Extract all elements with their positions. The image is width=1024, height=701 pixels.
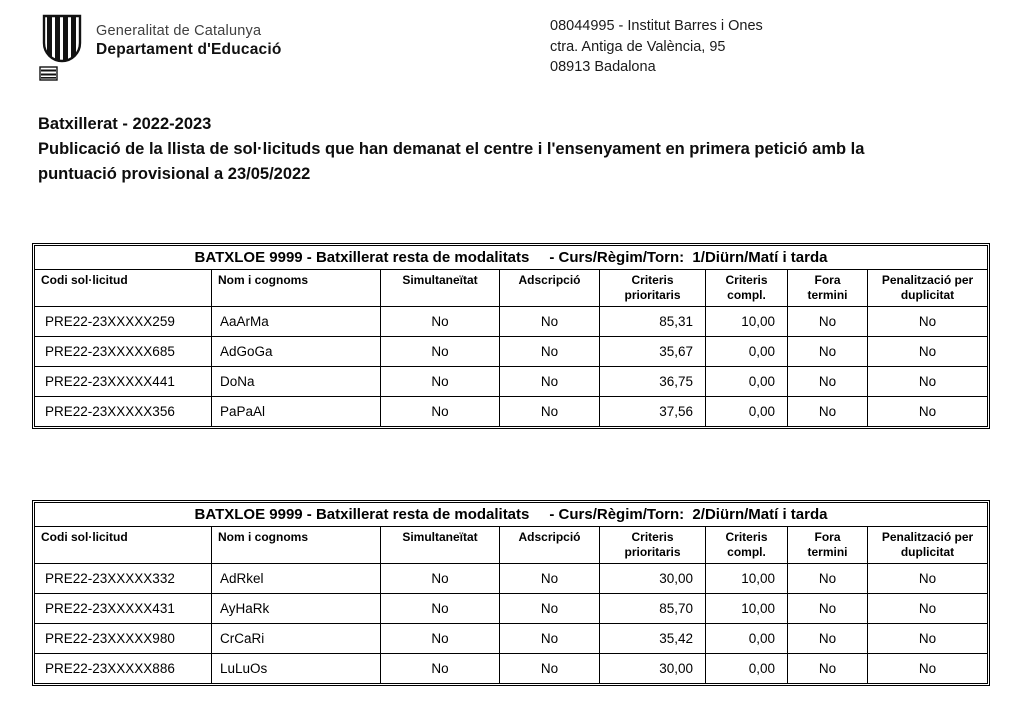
table-header-row xyxy=(35,270,988,307)
center-address: ctra. Antiga de València, 95 xyxy=(550,38,726,55)
cell-codi-sollicitud: PRE22-23XXXXX886 xyxy=(35,654,212,684)
cell-criteris-compl: 0,00 xyxy=(706,397,788,427)
table-caption xyxy=(35,246,988,270)
cell-criteris-prioritaris: 35,42 xyxy=(600,624,706,654)
table-row xyxy=(35,397,988,427)
cell-nom-i-cognoms: CrCaRi xyxy=(212,624,381,654)
cell-fora-termini: No xyxy=(788,397,868,427)
org-text xyxy=(96,14,282,59)
cell-nom-i-cognoms: AyHaRk xyxy=(212,594,381,624)
cell-fora-termini: No xyxy=(788,624,868,654)
applications-table xyxy=(34,502,988,684)
table-row xyxy=(35,654,988,684)
title-description: Publicació de la llista de sol·licituds que han demanat el centre i l'ensenyament en primera petició amb la puntuació provisional a 23/05/2022 xyxy=(38,140,865,183)
generalitat-logo-icon xyxy=(38,14,86,87)
cell-simultaneitat: No xyxy=(381,307,500,337)
column-header-fora-termini: Fora termini xyxy=(788,527,868,564)
cell-fora-termini: No xyxy=(788,307,868,337)
cell-criteris-compl: 0,00 xyxy=(706,337,788,367)
table-header-row xyxy=(35,527,988,564)
table-row xyxy=(35,564,988,594)
cell-criteris-compl: 10,00 xyxy=(706,564,788,594)
cell-simultaneitat: No xyxy=(381,564,500,594)
table-caption-torn: - Curs/Règim/Torn: 1/Diürn/Matí i tarda xyxy=(549,249,828,266)
center-code-name: 08044995 - Institut Barres i Ones xyxy=(550,18,763,34)
center-city: 08913 Badalona xyxy=(550,59,656,76)
cell-nom-i-cognoms: AaArMa xyxy=(212,307,381,337)
cell-adscripcio: No xyxy=(500,594,600,624)
table-caption xyxy=(35,503,988,527)
org-identity xyxy=(38,14,990,87)
column-header-criteris-compl: Criteris compl. xyxy=(706,270,788,307)
cell-penalitzacio-duplicitat: No xyxy=(868,337,988,367)
cell-simultaneitat: No xyxy=(381,654,500,684)
column-header-adscripcio: Adscripció xyxy=(500,527,600,564)
cell-fora-termini: No xyxy=(788,367,868,397)
table-row xyxy=(35,307,988,337)
table-caption-program: BATXLOE 9999 - Batxillerat resta de modalitats xyxy=(194,506,530,523)
column-header-fora-termini: Fora termini xyxy=(788,270,868,307)
title-course: Batxillerat - 2022-2023 xyxy=(38,115,212,133)
applications-table-torn-1 xyxy=(32,243,990,429)
table-row xyxy=(35,337,988,367)
table-caption-row xyxy=(35,246,988,270)
cell-criteris-compl: 10,00 xyxy=(706,594,788,624)
cell-codi-sollicitud: PRE22-23XXXXX259 xyxy=(35,307,212,337)
cell-penalitzacio-duplicitat: No xyxy=(868,624,988,654)
column-header-criteris-compl: Criteris compl. xyxy=(706,527,788,564)
column-header-nom: Nom i cognoms xyxy=(212,527,381,564)
column-header-codi: Codi sol·licitud xyxy=(35,527,212,564)
cell-nom-i-cognoms: AdRkel xyxy=(212,564,381,594)
cell-codi-sollicitud: PRE22-23XXXXX980 xyxy=(35,624,212,654)
table-caption-program: BATXLOE 9999 - Batxillerat resta de modalitats xyxy=(194,249,530,266)
document-title xyxy=(38,112,930,187)
cell-penalitzacio-duplicitat: No xyxy=(868,307,988,337)
cell-nom-i-cognoms: PaPaAl xyxy=(212,397,381,427)
cell-adscripcio: No xyxy=(500,367,600,397)
cell-simultaneitat: No xyxy=(381,594,500,624)
table-row xyxy=(35,367,988,397)
column-header-penalitzacio: Penalització per duplicitat xyxy=(868,527,988,564)
cell-criteris-compl: 0,00 xyxy=(706,367,788,397)
cell-criteris-compl: 10,00 xyxy=(706,307,788,337)
cell-criteris-compl: 0,00 xyxy=(706,654,788,684)
cell-simultaneitat: No xyxy=(381,624,500,654)
center-info xyxy=(550,16,763,78)
cell-criteris-prioritaris: 36,75 xyxy=(600,367,706,397)
cell-fora-termini: No xyxy=(788,564,868,594)
cell-codi-sollicitud: PRE22-23XXXXX332 xyxy=(35,564,212,594)
table-row xyxy=(35,624,988,654)
cell-criteris-prioritaris: 85,31 xyxy=(600,307,706,337)
applications-table-torn-2 xyxy=(32,500,990,686)
column-header-criteris-prioritaris: Criteris prioritaris xyxy=(600,270,706,307)
table-caption-row xyxy=(35,503,988,527)
column-header-adscripcio: Adscripció xyxy=(500,270,600,307)
column-header-simultaneitat: Simultaneïtat xyxy=(381,270,500,307)
senyera-square xyxy=(40,67,57,80)
cell-penalitzacio-duplicitat: No xyxy=(868,654,988,684)
cell-simultaneitat: No xyxy=(381,397,500,427)
applications-table xyxy=(34,245,988,427)
cell-adscripcio: No xyxy=(500,624,600,654)
document-header xyxy=(38,14,990,82)
cell-adscripcio: No xyxy=(500,654,600,684)
column-header-simultaneitat: Simultaneïtat xyxy=(381,527,500,564)
cell-fora-termini: No xyxy=(788,654,868,684)
cell-criteris-prioritaris: 30,00 xyxy=(600,564,706,594)
table-caption-torn: - Curs/Règim/Torn: 2/Diürn/Matí i tarda xyxy=(549,506,828,523)
cell-adscripcio: No xyxy=(500,337,600,367)
org-department: Departament d'Educació xyxy=(96,41,282,58)
cell-penalitzacio-duplicitat: No xyxy=(868,397,988,427)
cell-codi-sollicitud: PRE22-23XXXXX441 xyxy=(35,367,212,397)
cell-criteris-prioritaris: 30,00 xyxy=(600,654,706,684)
cell-nom-i-cognoms: LuLuOs xyxy=(212,654,381,684)
cell-criteris-prioritaris: 85,70 xyxy=(600,594,706,624)
cell-simultaneitat: No xyxy=(381,337,500,367)
cell-penalitzacio-duplicitat: No xyxy=(868,367,988,397)
cell-penalitzacio-duplicitat: No xyxy=(868,594,988,624)
cell-adscripcio: No xyxy=(500,564,600,594)
cell-fora-termini: No xyxy=(788,594,868,624)
table-row xyxy=(35,594,988,624)
column-header-codi: Codi sol·licitud xyxy=(35,270,212,307)
cell-criteris-prioritaris: 37,56 xyxy=(600,397,706,427)
cell-nom-i-cognoms: DoNa xyxy=(212,367,381,397)
cell-codi-sollicitud: PRE22-23XXXXX431 xyxy=(35,594,212,624)
org-name: Generalitat de Catalunya xyxy=(96,23,262,39)
cell-fora-termini: No xyxy=(788,337,868,367)
column-header-nom: Nom i cognoms xyxy=(212,270,381,307)
cell-simultaneitat: No xyxy=(381,367,500,397)
cell-criteris-compl: 0,00 xyxy=(706,624,788,654)
cell-codi-sollicitud: PRE22-23XXXXX356 xyxy=(35,397,212,427)
cell-codi-sollicitud: PRE22-23XXXXX685 xyxy=(35,337,212,367)
cell-adscripcio: No xyxy=(500,397,600,427)
column-header-criteris-prioritaris: Criteris prioritaris xyxy=(600,527,706,564)
cell-criteris-prioritaris: 35,67 xyxy=(600,337,706,367)
cell-adscripcio: No xyxy=(500,307,600,337)
column-header-penalitzacio: Penalització per duplicitat xyxy=(868,270,988,307)
cell-nom-i-cognoms: AdGoGa xyxy=(212,337,381,367)
cell-penalitzacio-duplicitat: No xyxy=(868,564,988,594)
